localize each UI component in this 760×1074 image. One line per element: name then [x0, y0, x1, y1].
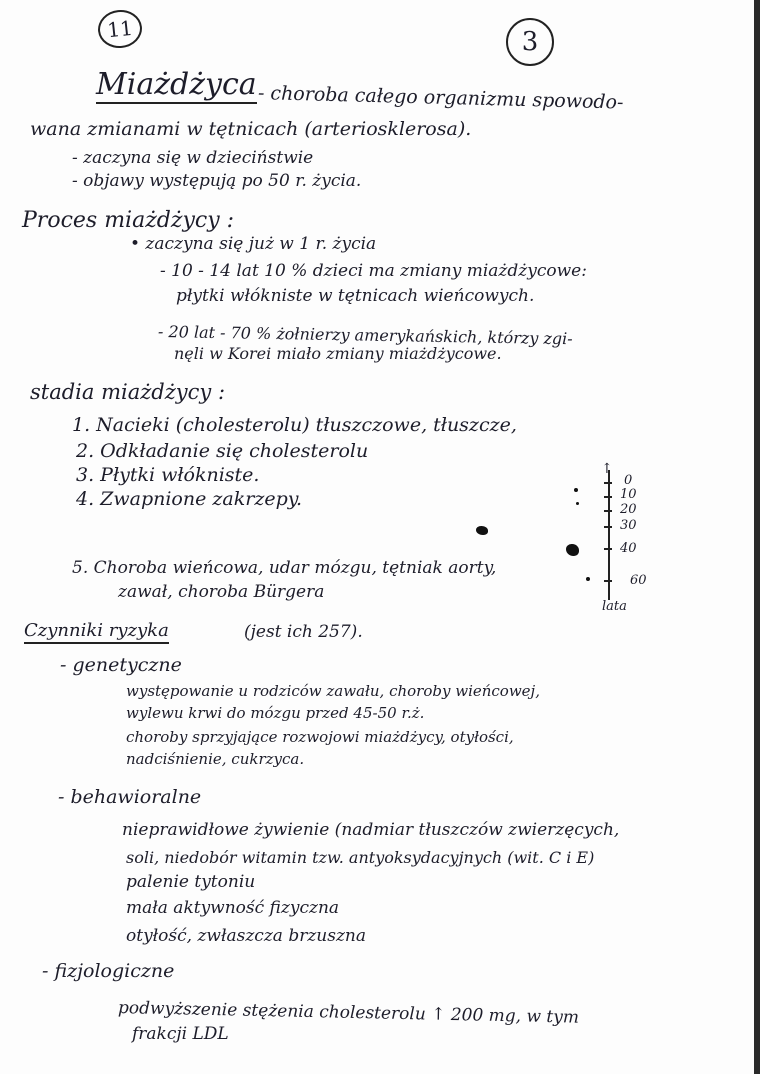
page-title: Miażdżyca [96, 67, 257, 102]
intro-line-1: - choroba całego organizmu spowodo- [257, 82, 624, 114]
axis-tick-40 [604, 548, 612, 550]
risk-heading: Czynniki ryzyka [24, 622, 169, 644]
axis-label-10: 10 [620, 487, 637, 502]
axis-tick-20 [604, 510, 612, 512]
genetic-line-4: nadciśnienie, cukrzyca. [126, 750, 305, 768]
axis-unit-label: lata [602, 599, 627, 614]
risk-heading-note: (jest ich 257). [244, 622, 363, 642]
axis-tick-60 [604, 580, 612, 582]
behavioral-line-2: soli, niedobór witamin tzw. antyoksydacyjnych (wit. C i E) [126, 848, 595, 867]
page-edge-shadow [754, 0, 760, 1074]
physiological-label: - fizjologiczne [42, 960, 175, 982]
axis-label-20: 20 [620, 502, 637, 517]
genetic-line-2: wylewu krwi do mózgu przed 45-50 r.ż. [126, 704, 425, 722]
physiological-line-1: podwyższenie stężenia cholesterolu ↑ 200 mg, w tym [117, 998, 580, 1028]
axis-tick-10 [604, 496, 612, 498]
stage-3: 3. Płytki włókniste. [76, 464, 260, 486]
process-bullet: • zaczyna się już w 1 r. życia [130, 234, 377, 254]
page-number: 11 [106, 15, 134, 43]
sheet-number: 3 [521, 27, 539, 57]
process-item-1-line-2: płytki włókniste w tętnicach wieńcowych. [176, 286, 535, 306]
stage-2: 2. Odkładanie się cholesterolu [76, 440, 369, 462]
axis-label-30: 30 [620, 518, 637, 533]
process-heading: Proces miażdżycy : [22, 208, 235, 233]
axis-label-60: 60 [630, 573, 647, 588]
sheet-number-circle [506, 18, 554, 66]
stage-1: 1. Nacieki (cholesterolu) tłuszczowe, tłuszcze, [72, 414, 517, 436]
stage-marker-blob [476, 526, 488, 535]
physiological-line-2: frakcji LDL [132, 1024, 229, 1044]
stage-marker-dot [586, 577, 590, 581]
stage-5-line-2: zawał, choroba Bürgera [118, 582, 325, 602]
axis-label-40: 40 [620, 541, 637, 556]
behavioral-line-4: mała aktywność fizyczna [126, 898, 340, 918]
axis-tick-0 [604, 482, 612, 484]
axis-tick-30 [604, 526, 612, 528]
behavioral-line-5: otyłość, zwłaszcza brzuszna [126, 926, 367, 946]
behavioral-label: - behawioralne [58, 786, 202, 808]
behavioral-line-1: nieprawidłowe żywienie (nadmiar tłuszczów zwierzęcych, [122, 820, 620, 840]
stage-5-line-1: 5. Choroba wieńcowa, udar mózgu, tętniak aorty, [72, 558, 497, 578]
genetic-line-3: choroby sprzyjające rozwojowi miażdżycy, otyłości, [126, 728, 514, 746]
stage-4: 4. Zwapnione zakrzepy. [76, 488, 302, 510]
intro-bullet-1: - zaczyna się w dzieciństwie [72, 148, 314, 168]
stages-heading: stadia miażdżycy : [30, 380, 226, 404]
genetic-label: - genetyczne [60, 654, 182, 676]
behavioral-line-3: palenie tytoniu [126, 872, 256, 892]
process-item-2-line-1: - 20 lat - 70 % żołnierzy amerykańskich, którzy zgi- [157, 322, 573, 349]
page-number-circle [96, 8, 144, 50]
stage-marker-dot [574, 488, 578, 492]
stage-marker-blob [566, 544, 579, 556]
process-item-1-line-1: - 10 - 14 lat 10 % dzieci ma zmiany miażdżycowe: [160, 261, 587, 281]
process-item-2-line-2: nęli w Korei miało zmiany miażdżycowe. [174, 344, 502, 363]
genetic-line-1: występowanie u rodziców zawału, choroby wieńcowej, [126, 682, 540, 700]
intro-bullet-2: - objawy występują po 50 r. życia. [72, 171, 362, 191]
stage-marker-dot [576, 502, 579, 505]
intro-line-2: wana zmianami w tętnicach (arteriosklerosa). [30, 118, 472, 140]
axis-arrow-icon: ↑ [601, 461, 613, 477]
axis-label-0: 0 [624, 473, 633, 488]
